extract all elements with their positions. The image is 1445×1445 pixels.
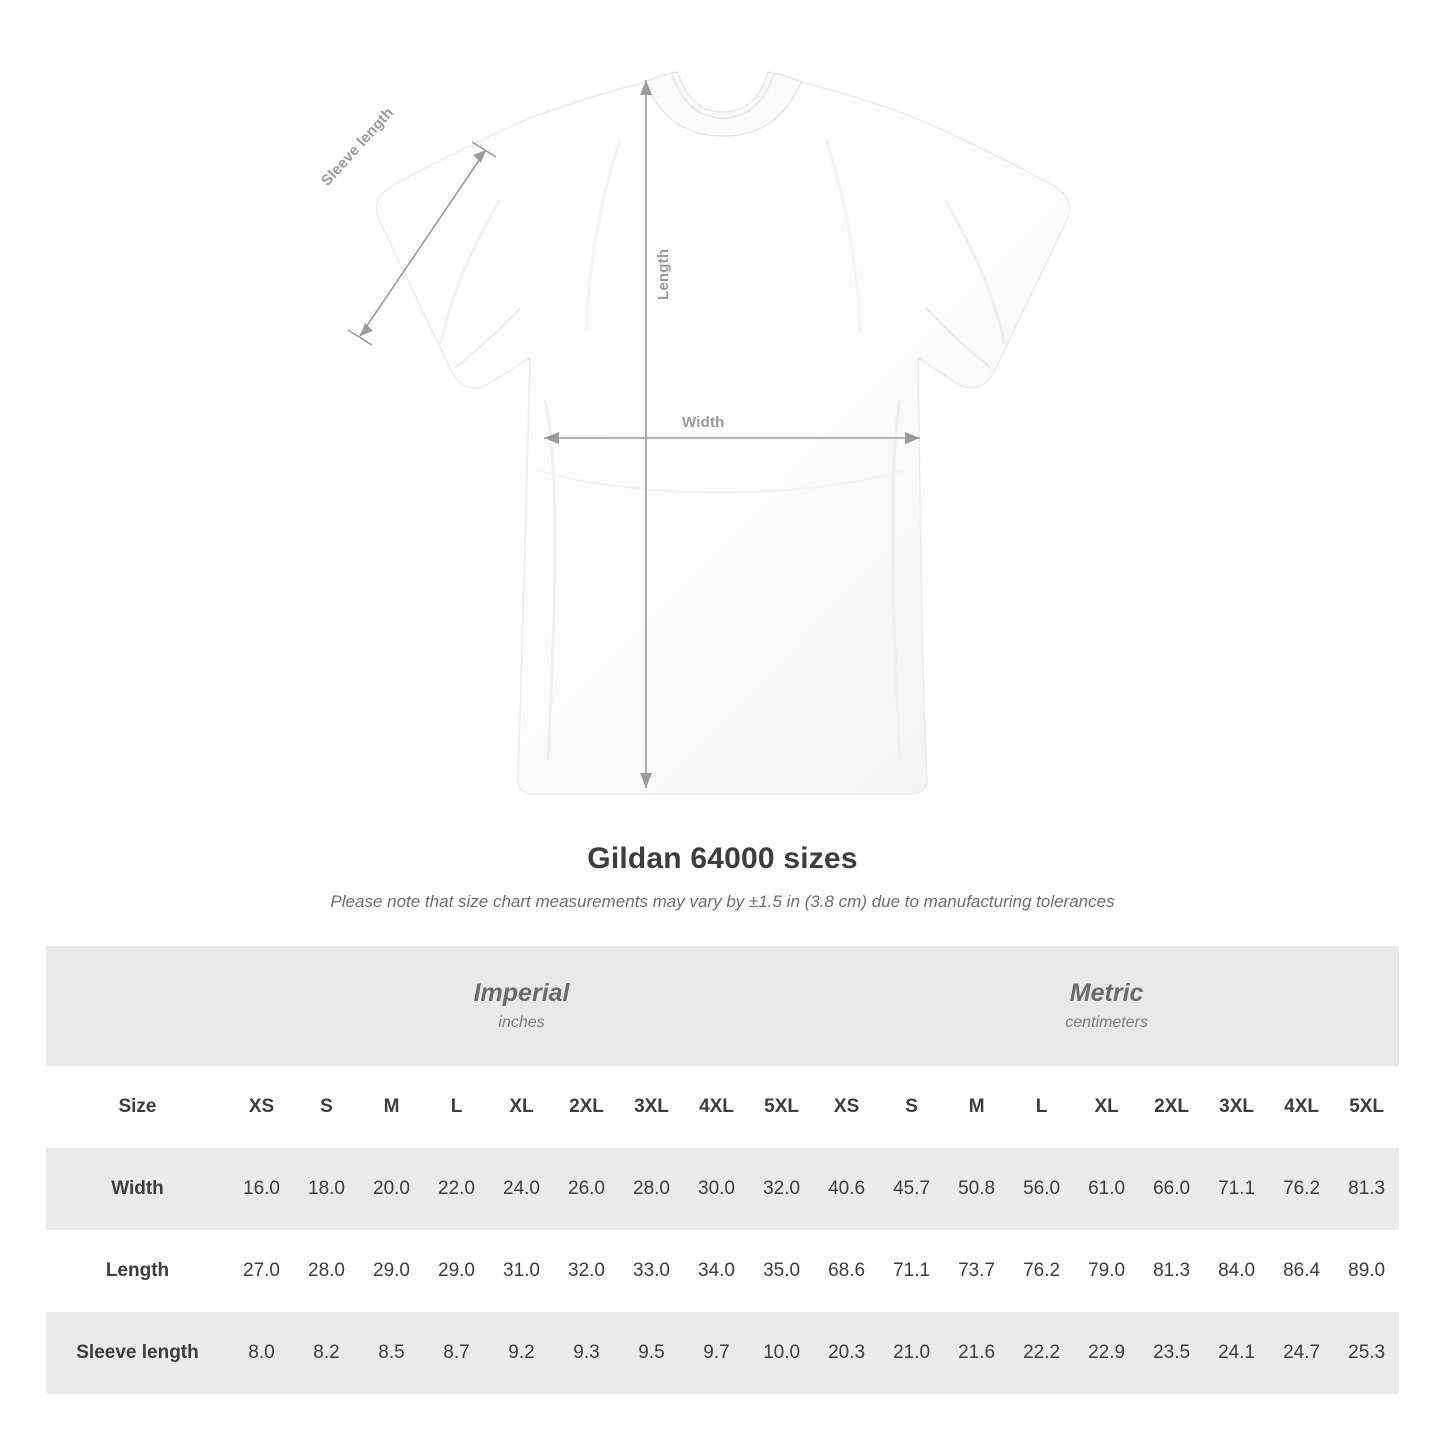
cell-width-16: 76.2	[1269, 1148, 1334, 1230]
size-table	[46, 946, 1399, 1394]
cell-sleeve-4: 9.2	[489, 1312, 554, 1394]
header-size-label: Size	[46, 1066, 229, 1148]
width-label: Width	[682, 414, 725, 431]
cell-length-15: 84.0	[1204, 1230, 1269, 1312]
cell-sleeve-13: 22.9	[1074, 1312, 1139, 1394]
header-col-xs-imperial: XS	[229, 1066, 294, 1148]
cell-width-12: 56.0	[1009, 1148, 1074, 1230]
header-col-5xl-metric: 5XL	[1334, 1066, 1399, 1148]
cell-length-0: 27.0	[229, 1230, 294, 1312]
cell-sleeve-12: 22.2	[1009, 1312, 1074, 1394]
length-label: Length	[655, 248, 672, 300]
cell-length-9: 68.6	[814, 1230, 879, 1312]
cell-length-1: 28.0	[294, 1230, 359, 1312]
cell-length-17: 89.0	[1334, 1230, 1399, 1312]
cell-length-16: 86.4	[1269, 1230, 1334, 1312]
unit-name-imperial: Imperial	[473, 979, 570, 1008]
header-col-m-imperial: M	[359, 1066, 424, 1148]
header-col-xl-imperial: XL	[489, 1066, 554, 1148]
cell-width-1: 18.0	[294, 1148, 359, 1230]
table-row	[46, 1312, 1399, 1394]
cell-sleeve-1: 8.2	[294, 1312, 359, 1394]
header-col-xs-metric: XS	[814, 1066, 879, 1148]
header-col-4xl-imperial: 4XL	[684, 1066, 749, 1148]
cell-length-13: 79.0	[1074, 1230, 1139, 1312]
cell-width-13: 61.0	[1074, 1148, 1139, 1230]
cell-sleeve-5: 9.3	[554, 1312, 619, 1394]
unit-sub-metric: centimeters	[1065, 1013, 1148, 1031]
cell-length-10: 71.1	[879, 1230, 944, 1312]
cell-length-11: 73.7	[944, 1230, 1009, 1312]
cell-width-2: 20.0	[359, 1148, 424, 1230]
cell-width-17: 81.3	[1334, 1148, 1399, 1230]
header-col-3xl-metric: 3XL	[1204, 1066, 1269, 1148]
cell-sleeve-10: 21.0	[879, 1312, 944, 1394]
cell-sleeve-7: 9.7	[684, 1312, 749, 1394]
cell-sleeve-9: 20.3	[814, 1312, 879, 1394]
cell-sleeve-14: 23.5	[1139, 1312, 1204, 1394]
row-label-width: Width	[46, 1148, 229, 1230]
cell-width-10: 45.7	[879, 1148, 944, 1230]
table-row	[46, 1230, 1399, 1312]
unit-header-imperial	[229, 946, 814, 1066]
cell-width-14: 66.0	[1139, 1148, 1204, 1230]
header-col-2xl-metric: 2XL	[1139, 1066, 1204, 1148]
cell-length-14: 81.3	[1139, 1230, 1204, 1312]
row-label-sleeve-length: Sleeve length	[46, 1312, 229, 1394]
cell-length-4: 31.0	[489, 1230, 554, 1312]
tolerance-note: Please note that size chart measurements may vary by ±1.5 in (3.8 cm) due to manufacturing tolerances	[330, 892, 1115, 911]
cell-width-6: 28.0	[619, 1148, 684, 1230]
cell-sleeve-17: 25.3	[1334, 1312, 1399, 1394]
cell-width-15: 71.1	[1204, 1148, 1269, 1230]
header-col-4xl-metric: 4XL	[1269, 1066, 1334, 1148]
cell-length-7: 34.0	[684, 1230, 749, 1312]
unit-sub-imperial: inches	[498, 1013, 545, 1031]
cell-width-7: 30.0	[684, 1148, 749, 1230]
header-col-2xl-imperial: 2XL	[554, 1066, 619, 1148]
cell-width-4: 24.0	[489, 1148, 554, 1230]
page-title: Gildan 64000 sizes	[587, 842, 858, 875]
unit-header-row	[46, 946, 1399, 1066]
cell-width-9: 40.6	[814, 1148, 879, 1230]
cell-sleeve-0: 8.0	[229, 1312, 294, 1394]
cell-length-8: 35.0	[749, 1230, 814, 1312]
cell-width-5: 26.0	[554, 1148, 619, 1230]
cell-length-12: 76.2	[1009, 1230, 1074, 1312]
size-table-wrap	[46, 946, 1399, 1394]
cell-length-3: 29.0	[424, 1230, 489, 1312]
unit-header-spacer	[46, 946, 229, 1066]
header-col-s-imperial: S	[294, 1066, 359, 1148]
header-col-s-metric: S	[879, 1066, 944, 1148]
header-col-l-metric: L	[1009, 1066, 1074, 1148]
cell-length-5: 32.0	[554, 1230, 619, 1312]
cell-sleeve-11: 21.6	[944, 1312, 1009, 1394]
header-col-m-metric: M	[944, 1066, 1009, 1148]
size-header-row	[46, 1066, 1399, 1148]
header-col-5xl-imperial: 5XL	[749, 1066, 814, 1148]
cell-sleeve-2: 8.5	[359, 1312, 424, 1394]
cell-width-8: 32.0	[749, 1148, 814, 1230]
row-label-length: Length	[46, 1230, 229, 1312]
cell-length-6: 33.0	[619, 1230, 684, 1312]
header-col-3xl-imperial: 3XL	[619, 1066, 684, 1148]
cell-width-11: 50.8	[944, 1148, 1009, 1230]
cell-sleeve-16: 24.7	[1269, 1312, 1334, 1394]
cell-sleeve-3: 8.7	[424, 1312, 489, 1394]
cell-width-0: 16.0	[229, 1148, 294, 1230]
cell-length-2: 29.0	[359, 1230, 424, 1312]
cell-sleeve-8: 10.0	[749, 1312, 814, 1394]
header-col-xl-metric: XL	[1074, 1066, 1139, 1148]
sleeve-length-label: Sleeve length	[318, 104, 398, 190]
table-row	[46, 1148, 1399, 1230]
cell-width-3: 22.0	[424, 1148, 489, 1230]
cell-sleeve-15: 24.1	[1204, 1312, 1269, 1394]
cell-sleeve-6: 9.5	[619, 1312, 684, 1394]
unit-header-metric	[814, 946, 1399, 1066]
unit-name-metric: Metric	[1069, 979, 1144, 1008]
header-col-l-imperial: L	[424, 1066, 489, 1148]
